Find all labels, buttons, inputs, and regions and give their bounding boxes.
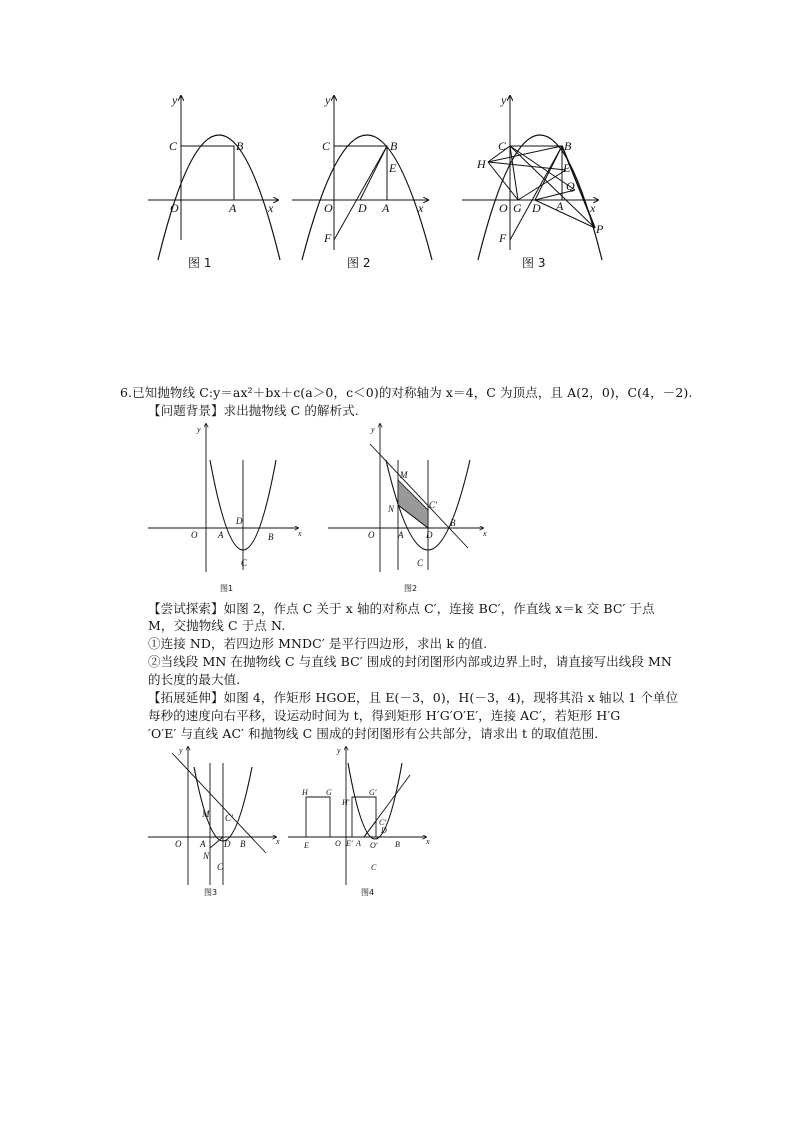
mid-figure-1 (148, 420, 313, 595)
label-H: H (302, 788, 308, 797)
label-Q: Q (566, 179, 575, 193)
section-try-explore: 【尝试探索】如图 2，作点 C 关于 x 轴的对称点 C′，连接 BC′，作直线 x＝k 交 BC′ 于点 (148, 601, 655, 616)
bottom-figure-4 (288, 745, 433, 900)
label-A: A (218, 530, 224, 540)
label-B: B (395, 840, 400, 849)
label-B: B (240, 839, 246, 849)
problem-statement: 6.已知抛物线 C:y＝ax²＋bx＋c(a＞0，c＜0)的对称轴为 x＝4，C 为顶点，且 A(2，0)，C(4，－2). (120, 385, 693, 400)
label-O: O (170, 201, 179, 215)
label-y: y (371, 425, 375, 434)
label-O: O (499, 201, 508, 215)
label-C: C (169, 139, 178, 153)
top-figure-2 (290, 90, 440, 275)
label-D: D (532, 201, 541, 215)
label-y: y (179, 746, 183, 755)
label-P: P (596, 222, 604, 236)
label-A: A (229, 201, 237, 215)
label-C: C (498, 139, 507, 153)
label-B: B (236, 139, 244, 153)
label-F: F (499, 231, 507, 245)
label-D: D (224, 839, 231, 849)
label-G: G (513, 201, 522, 215)
label-O: O (335, 839, 341, 848)
subquestion-2: ②当线段 MN 在抛物线 C 与直线 BC′ 围成的封闭图形内部或边界上时，请直接写出线段 MN (148, 654, 672, 669)
label-x: x (268, 201, 274, 215)
label-Gp: G′ (369, 788, 377, 797)
section-extension: 【拓展延伸】如图 4，作矩形 HGOE，且 E(－3，0)，H(－3，4)，现将其沿 x 轴以 1 个单位 (148, 690, 679, 705)
label-N: N (203, 851, 210, 861)
mid-figure-2 (328, 420, 493, 595)
label-B: B (450, 518, 456, 528)
label-Op: O′ (370, 841, 378, 850)
label-M: M (400, 470, 408, 480)
label-y: y (337, 746, 341, 755)
label-C: C (217, 862, 224, 872)
label-E: E (563, 161, 571, 175)
problem-line: 的长度的最大值. (148, 672, 241, 687)
label-A: A (382, 201, 390, 215)
label-x: x (276, 837, 280, 846)
label-y: y (172, 93, 178, 107)
label-x: x (426, 837, 430, 846)
problem-line: M，交抛物线 C 于点 N. (148, 618, 286, 633)
problem-line: 每秒的速度向右平移，设运动时间为 t，得到矩形 H′G′O′E′，连接 AC′，若矩形 H′G (148, 708, 621, 723)
label-E: E (304, 841, 309, 850)
label-x: x (483, 529, 487, 538)
label-A: A (200, 839, 206, 849)
label-Cp: C′ (379, 818, 387, 827)
label-F: F (324, 231, 332, 245)
label-Ep: E′ (346, 839, 353, 848)
label-B: B (268, 532, 274, 542)
label-B: B (564, 139, 572, 153)
top-figure-3 (460, 90, 610, 275)
label-M: M (202, 809, 210, 819)
label-O: O (191, 530, 198, 540)
label-y: y (197, 425, 201, 434)
bottom-figure-3 (148, 745, 288, 900)
label-Hp: H′ (342, 798, 350, 807)
label-C: C (241, 558, 248, 568)
label-x: x (418, 201, 424, 215)
subquestion-1: ①连接 ND，若四边形 MNDC′ 是平行四边形，求出 k 的值. (148, 636, 488, 651)
label-C: C (322, 139, 331, 153)
caption: 图1 (220, 584, 234, 593)
caption: 图 2 (347, 256, 371, 270)
label-H: H (477, 157, 486, 171)
caption: 图3 (204, 888, 218, 897)
caption: 图 1 (188, 256, 212, 270)
label-Cp: C′ (429, 500, 437, 510)
label-C: C (371, 863, 377, 872)
caption: 图4 (361, 888, 375, 897)
label-C: C (417, 558, 424, 568)
label-y: y (325, 93, 331, 107)
label-G: G (326, 788, 332, 797)
label-O: O (324, 201, 333, 215)
label-E: E (389, 161, 397, 175)
label-A: A (356, 839, 361, 848)
label-D: D (426, 530, 433, 540)
caption: 图2 (404, 584, 418, 593)
label-B: B (390, 139, 398, 153)
label-O: O (175, 839, 182, 849)
label-D: D (236, 516, 243, 526)
problem-line: ′O′E′ 与直线 AC′ 和抛物线 C 围成的封闭图形有公共部分，请求出 t 的取值范围. (148, 726, 599, 741)
label-D: D (358, 201, 367, 215)
label-D: D (381, 826, 387, 835)
top-figure-1 (140, 90, 290, 275)
label-A: A (398, 530, 404, 540)
label-O: O (368, 530, 375, 540)
label-A: A (556, 199, 564, 213)
section-problem-background: 【问题背景】求出抛物线 C 的解析式. (148, 403, 359, 418)
caption: 图 3 (522, 256, 546, 270)
label-x: x (298, 529, 302, 538)
label-y: y (501, 93, 507, 107)
label-Cp: C′ (225, 813, 233, 823)
label-x: x (590, 201, 596, 215)
label-N: N (388, 504, 395, 514)
